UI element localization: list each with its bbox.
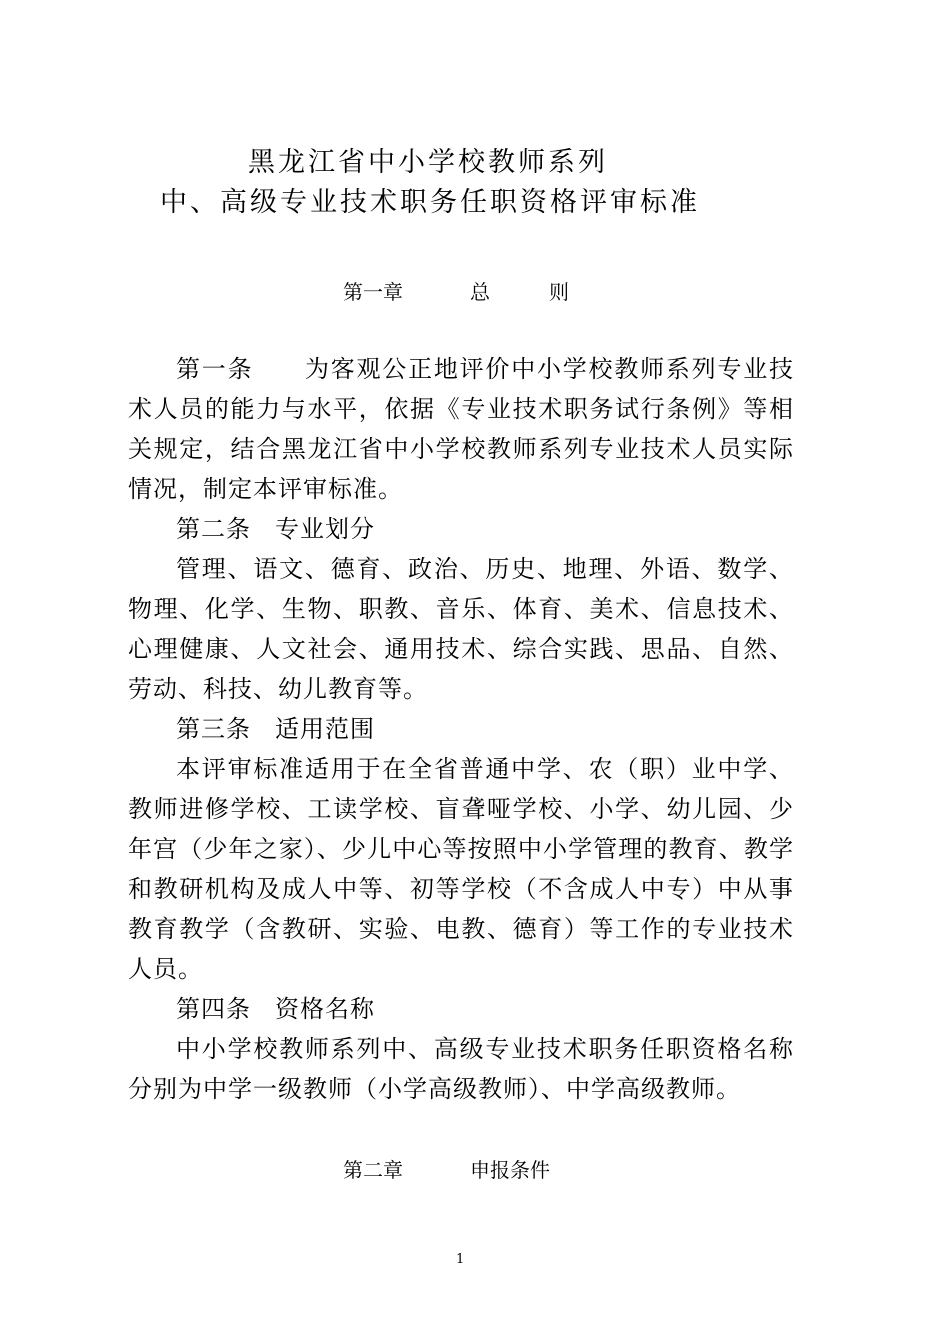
chapter-label: 第一章	[343, 280, 403, 304]
article-heading: 资格名称	[275, 995, 375, 1023]
article-3-text: 本评审标准适用于在全省普通中学、农（职）业中学、教师进修学校、工读学校、盲聋哑学校、小学、幼儿园、少年宫（少年之家）、少儿中心等按照中小学管理的教育、教学和教研机构及成人中等、初等学校（不含成人中专）中从事教育教学（含教研、实验、电教、德育）等工作的专业技术人员。	[128, 755, 794, 983]
article-number: 第一条	[176, 355, 254, 383]
article-3-heading	[128, 709, 794, 749]
article-2-heading	[128, 509, 794, 549]
article-1	[128, 349, 794, 509]
chapter-heading-2	[0, 1154, 950, 1184]
chapter-title: 申报条件	[470, 1158, 550, 1182]
article-heading: 专业划分	[275, 515, 375, 543]
chapter-heading-1	[0, 276, 950, 306]
article-2-text: 管理、语文、德育、政治、历史、地理、外语、数学、物理、化学、生物、职教、音乐、体育、美术、信息技术、心理健康、人文社会、通用技术、综合实践、思品、自然、劳动、科技、幼儿教育等。	[128, 555, 794, 703]
chapter-title-part2: 则	[549, 280, 569, 304]
article-number: 第四条	[176, 995, 251, 1023]
article-number: 第二条	[176, 515, 251, 543]
article-text: 为客观公正地评价中小学校教师系列专业技术人员的能力与水平，依据《专业技术职务试行条例》等相关规定，结合黑龙江省中小学校教师系列专业技术人员实际情况，制定本评审标准。	[128, 355, 795, 503]
article-4-heading	[128, 989, 794, 1029]
chapter-label: 第二章	[343, 1158, 403, 1182]
chapter-title-part1: 总	[470, 280, 490, 304]
page-number: 1	[456, 1252, 465, 1267]
document-title-line2: 中、高级专业技术职务任职资格评审标准	[160, 187, 700, 218]
article-4-text: 中小学校教师系列中、高级专业技术职务任职资格名称分别为中学一级教师（小学高级教师）、中学高级教师。	[128, 1035, 794, 1103]
article-heading: 适用范围	[275, 715, 375, 743]
article-number: 第三条	[176, 715, 251, 743]
document-body	[128, 349, 794, 1109]
document-title-line1: 黑龙江省中小学校教师系列	[248, 147, 608, 178]
